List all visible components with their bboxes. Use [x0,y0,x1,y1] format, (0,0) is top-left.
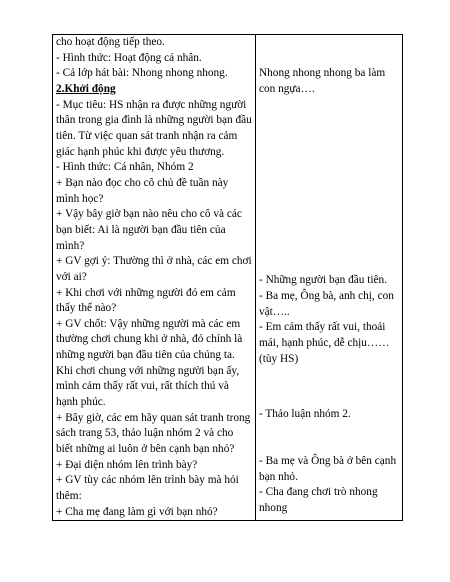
left-line-0: cho hoạt động tiếp theo. [56,36,165,48]
left-line-13: + GV tùy các nhóm lên trình bày mà hỏi thêm: [56,474,239,503]
left-line-7: + Vậy bây giờ bạn nào nêu cho cô và các bạn biết: Ai là người bạn đầu tiên của mình? [56,208,242,252]
section-heading: 2.Khởi động [56,82,116,95]
left-line-10: + GV chốt: Vậy những người mà các em thường chơi chung khi ở nhà, đó chính là những người bạn đầu tiên của chúng ta. Khi chơi chung với những người bạn ấy, mình cảm thấy rất vui, rất thích thú và hạnh phúc. [56,317,243,409]
table-row [53,35,403,521]
left-line-2: - Cả lớp hát bài: Nhong nhong nhong. [56,67,228,80]
song-note: Nhong nhong nhong ba làm con ngựa…. [259,67,386,95]
left-line-11: + Bây giờ, các em hãy quan sát tranh trong sách trang 53, thảo luận nhóm 2 và cho biết những ai luôn ở bên cạnh bạn nhỏ? [56,411,251,456]
answer-5: - Ba mẹ và Ông bà ở bên cạnh bạn nhỏ. [259,454,397,483]
teacher-activities-cell [53,35,256,521]
left-line-14: + Cha mẹ đang làm gì với bạn nhỏ? [56,505,218,518]
left-line-12: + Đại diện nhóm lên trình bày? [56,458,198,471]
lesson-plan-table [52,34,403,521]
left-line-6: + Bạn nào đọc cho cô chủ đề tuần này mình học? [56,176,229,205]
left-line-4: - Mục tiêu: HS nhận ra được những người thân trong gia đình là những người bạn đầu tiên. Từ việc quan sát tranh nhận ra cảm giác hạnh phúc khi được yêu thương. [56,98,252,158]
spacer [259,35,399,66]
answer-4: - Thảo luận nhóm 2. [259,408,351,421]
left-line-5: - Hình thức: Cá nhân, Nhóm 2 [56,161,194,174]
answer-1: - Những người bạn đầu tiên. [259,274,388,287]
answer-2: - Ba mẹ, Ông bà, anh chị, con vật….. [259,289,394,318]
spacer [259,423,399,454]
student-activities-cell [256,35,403,521]
left-line-8: + GV gợi ý: Thường thì ở nhà, các em chơi với ai? [56,255,252,283]
left-line-9: + Khi chơi với những người đó em cảm thấy thế nào? [56,286,236,315]
spacer [259,367,399,407]
spacer [259,97,399,273]
answer-3: - Em cảm thấy rất vui, thoải mái, hạnh phúc, dễ chịu……(tùy HS) [259,321,390,365]
answer-6: - Cha đang chơi trò nhong nhong [259,486,378,514]
left-line-1: - Hình thức: Hoạt động cá nhân. [56,51,202,64]
